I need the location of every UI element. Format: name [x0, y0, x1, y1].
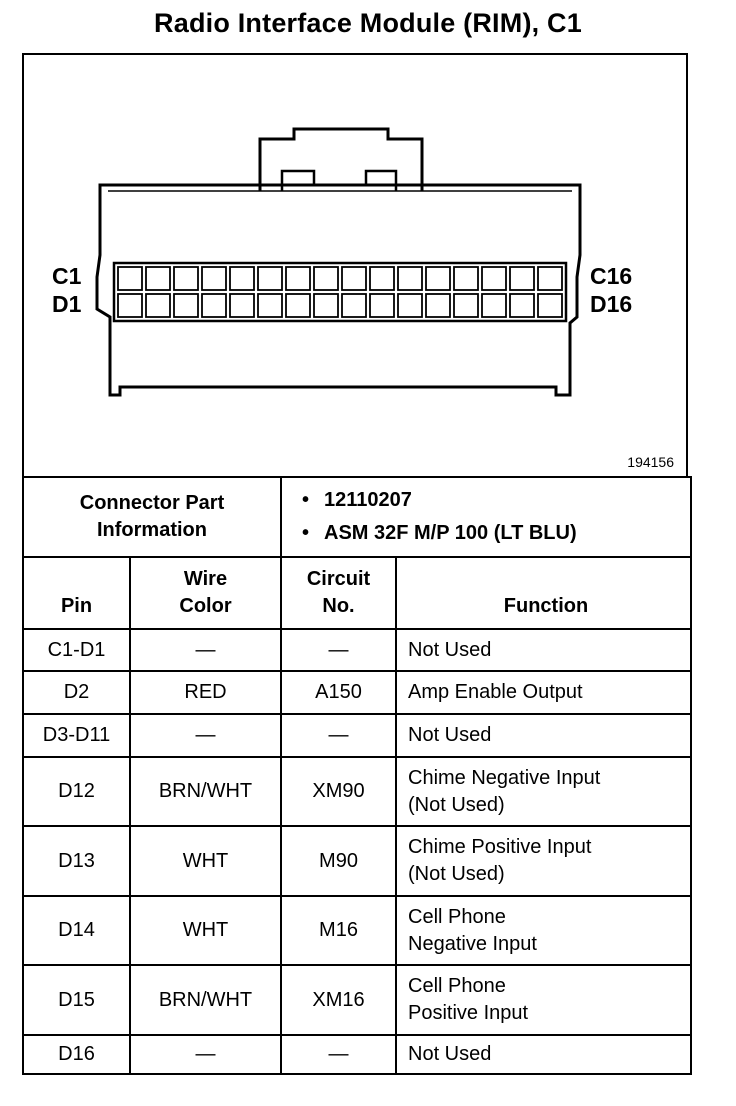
cell-circuit: XM16 — [281, 965, 396, 1035]
pin-cavity — [538, 267, 562, 290]
cell-color: — — [130, 629, 281, 671]
cell-function: Cell Phone Negative Input — [396, 896, 691, 965]
pin-cavity — [286, 294, 310, 317]
connector-info-row — [23, 477, 691, 557]
pin-cavity — [258, 294, 282, 317]
cell-color: WHT — [130, 896, 281, 965]
pin-cavity — [230, 294, 254, 317]
pin-cavity — [314, 294, 338, 317]
cell-function: Not Used — [396, 1035, 691, 1074]
pin-cavity — [342, 294, 366, 317]
pin-cavity — [510, 294, 534, 317]
pin-cavity — [146, 294, 170, 317]
cell-color: WHT — [130, 826, 281, 896]
pin-grid-frame — [114, 263, 566, 321]
pin-grid — [118, 267, 562, 317]
cell-color: — — [130, 714, 281, 757]
connector-info-label: Connector Part Information — [23, 477, 281, 557]
table-row — [23, 896, 691, 965]
pin-cavity — [146, 267, 170, 290]
pin-cavity — [510, 267, 534, 290]
connector-diagram — [22, 53, 688, 476]
cell-pin: D2 — [23, 671, 130, 714]
pin-cavity — [398, 267, 422, 290]
cell-function: Cell Phone Positive Input — [396, 965, 691, 1035]
pin-label-d16: D16 — [590, 291, 633, 317]
cell-color: BRN/WHT — [130, 965, 281, 1035]
cell-circuit: — — [281, 714, 396, 757]
cell-circuit: A150 — [281, 671, 396, 714]
pin-cavity — [398, 294, 422, 317]
figure-id: 194156 — [627, 454, 674, 470]
cell-circuit: — — [281, 1035, 396, 1074]
table-row — [23, 965, 691, 1035]
cell-circuit: M90 — [281, 826, 396, 896]
table-row — [23, 714, 691, 757]
header-circuit: Circuit No. — [281, 557, 396, 629]
pin-cavity — [286, 267, 310, 290]
cell-pin: D3-D11 — [23, 714, 130, 757]
pin-cavity — [426, 294, 450, 317]
header-function: Function — [396, 557, 691, 629]
connector-part-number: • 12110207 — [302, 489, 412, 511]
cell-function: Amp Enable Output — [396, 671, 691, 714]
table-row — [23, 1035, 691, 1074]
pin-cavity — [118, 267, 142, 290]
pin-cavity — [174, 267, 198, 290]
pin-label-c1: C1 — [52, 263, 82, 289]
pin-cavity — [370, 267, 394, 290]
cell-color: BRN/WHT — [130, 757, 281, 826]
header-pin: Pin — [23, 557, 130, 629]
pin-label-c16: C16 — [590, 263, 633, 289]
cell-circuit: M16 — [281, 896, 396, 965]
table-header-row — [23, 557, 691, 629]
pin-cavity — [202, 267, 226, 290]
page-title: Radio Interface Module (RIM), C1 — [154, 8, 582, 38]
pin-cavity — [202, 294, 226, 317]
cell-pin: D15 — [23, 965, 130, 1035]
connector-info-values — [281, 477, 691, 557]
pin-cavity — [314, 267, 338, 290]
cell-color: — — [130, 1035, 281, 1074]
header-wire-color: Wire Color — [130, 557, 281, 629]
pin-cavity — [370, 294, 394, 317]
pin-cavity — [482, 294, 506, 317]
pin-label-d1: D1 — [52, 291, 82, 317]
pin-cavity — [482, 267, 506, 290]
cell-function: Chime Positive Input (Not Used) — [396, 826, 691, 896]
connector-latch-right — [366, 171, 396, 191]
pin-cavity — [454, 294, 478, 317]
table-row — [23, 671, 691, 714]
pin-table — [22, 476, 692, 1075]
pin-cavity — [426, 267, 450, 290]
pin-cavity — [538, 294, 562, 317]
pin-cavity — [174, 294, 198, 317]
cell-pin: D16 — [23, 1035, 130, 1074]
cell-pin: C1-D1 — [23, 629, 130, 671]
connector-top-tab — [260, 129, 422, 191]
pin-cavity — [118, 294, 142, 317]
pin-cavity — [342, 267, 366, 290]
table-row — [23, 629, 691, 671]
cell-function: Not Used — [396, 629, 691, 671]
table-row — [23, 757, 691, 826]
table-row — [23, 826, 691, 896]
cell-function: Chime Negative Input (Not Used) — [396, 757, 691, 826]
connector-latch-left — [282, 171, 314, 191]
cell-color: RED — [130, 671, 281, 714]
connector-description: • ASM 32F M/P 100 (LT BLU) — [302, 522, 577, 544]
cell-circuit: XM90 — [281, 757, 396, 826]
cell-circuit: — — [281, 629, 396, 671]
pin-cavity — [258, 267, 282, 290]
cell-pin: D13 — [23, 826, 130, 896]
cell-pin: D14 — [23, 896, 130, 965]
cell-function: Not Used — [396, 714, 691, 757]
connector-outline-drawing — [24, 55, 688, 478]
cell-pin: D12 — [23, 757, 130, 826]
pin-cavity — [230, 267, 254, 290]
pin-cavity — [454, 267, 478, 290]
